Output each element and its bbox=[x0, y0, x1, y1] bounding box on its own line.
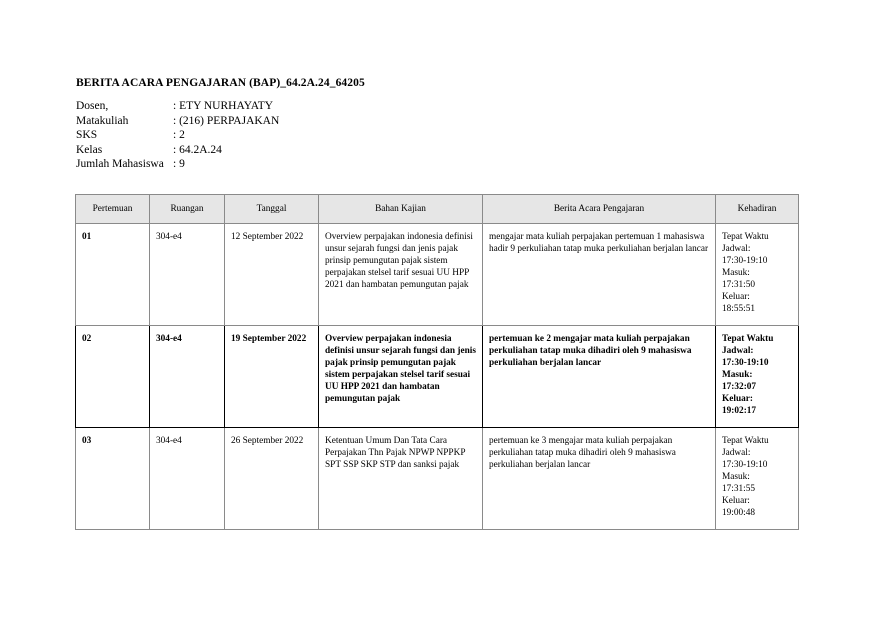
table-row bbox=[76, 326, 799, 428]
cell-ruangan: 304-e4 bbox=[150, 326, 225, 428]
table-row bbox=[76, 224, 799, 326]
table-header-row bbox=[76, 195, 799, 224]
info-value: : ETY NURHAYATY bbox=[173, 100, 274, 112]
cell-berita-acara: pertemuan ke 2 mengajar mata kuliah perpajakan perkuliahan tatap muka dihadiri oleh 9 mahasiswa perkuliahan berjalan lancar bbox=[483, 326, 716, 428]
cell-bahan-kajian: Overview perpajakan indonesia definisi unsur sejarah fungsi dan jenis pajak prinsip pemungutan pajak sistem perpajakan stelsel tarif sesuai UU HPP 2021 dan hambatan pemungutan pajak bbox=[319, 326, 483, 428]
cell-pertemuan: 01 bbox=[76, 224, 150, 326]
info-label: Jumlah Mahasiswa bbox=[76, 158, 164, 171]
info-value: : 64.2A.24 bbox=[173, 143, 222, 156]
table-row bbox=[76, 428, 799, 530]
cell-bahan-kajian: Ketentuan Umum Dan Tata Cara Perpajakan Thn Pajak NPWP NPPKP SPT SSP SKP STP dan sanksi pajak bbox=[319, 428, 483, 530]
header-pertemuan: Pertemuan bbox=[76, 195, 150, 224]
cell-pertemuan: 02 bbox=[76, 326, 150, 428]
info-value: : (216) PERPAJAKAN bbox=[173, 114, 280, 127]
cell-ruangan: 304-e4 bbox=[150, 428, 225, 530]
cell-kehadiran: Tepat Waktu Jadwal: 17:30-19:10 Masuk: 17:31:50 Keluar: 18:55:51 bbox=[716, 224, 799, 326]
info-row-matakuliah bbox=[76, 114, 279, 129]
bap-table bbox=[75, 194, 799, 530]
cell-bahan-kajian: Overview perpajakan indonesia definisi unsur sejarah fungsi dan jenis pajak prinsip pemungutan pajak sistem perpajakan stelsel tarif sesuai UU HPP 2021 dan hambatan pemungutan pajak bbox=[319, 224, 483, 326]
info-row-dosen bbox=[76, 99, 279, 114]
document-title: BERITA ACARA PENGAJARAN (BAP)_64.2A.24_64205 bbox=[76, 77, 365, 89]
header-tanggal: Tanggal bbox=[225, 195, 319, 224]
cell-kehadiran: Tepat Waktu Jadwal: 17:30-19:10 Masuk: 17:32:07 Keluar: 19:02:17 bbox=[716, 326, 799, 428]
info-label: Kelas bbox=[76, 143, 103, 156]
cell-berita-acara: pertemuan ke 3 mengajar mata kuliah perpajakan perkuliahan tatap muka dihadiri oleh 9 mahasiswa perkuliahan berjalan lancar bbox=[483, 428, 716, 530]
header-berita-acara: Berita Acara Pengajaran bbox=[483, 195, 716, 224]
info-row-jumlah-mahasiswa bbox=[76, 157, 279, 172]
cell-kehadiran: Tepat Waktu Jadwal: 17:30-19:10 Masuk: 17:31:55 Keluar: 19:00:48 bbox=[716, 428, 799, 530]
header-bahan-kajian: Bahan Kajian bbox=[319, 195, 483, 224]
info-row-sks bbox=[76, 128, 279, 143]
info-label: SKS bbox=[76, 129, 98, 142]
info-value: : 9 bbox=[173, 158, 185, 171]
info-row-kelas bbox=[76, 143, 279, 158]
info-value: : 2 bbox=[173, 129, 185, 142]
info-label: Dosen, bbox=[76, 100, 109, 112]
cell-tanggal: 12 September 2022 bbox=[225, 224, 319, 326]
course-info bbox=[76, 99, 279, 172]
cell-pertemuan: 03 bbox=[76, 428, 150, 530]
cell-berita-acara: mengajar mata kuliah perpajakan pertemuan 1 mahasiswa hadir 9 perkuliahan tatap muka perkuliahan berjalan lancar bbox=[483, 224, 716, 326]
cell-ruangan: 304-e4 bbox=[150, 224, 225, 326]
header-ruangan: Ruangan bbox=[150, 195, 225, 224]
header-kehadiran: Kehadiran bbox=[716, 195, 799, 224]
info-label: Matakuliah bbox=[76, 114, 129, 127]
cell-tanggal: 19 September 2022 bbox=[225, 326, 319, 428]
cell-tanggal: 26 September 2022 bbox=[225, 428, 319, 530]
